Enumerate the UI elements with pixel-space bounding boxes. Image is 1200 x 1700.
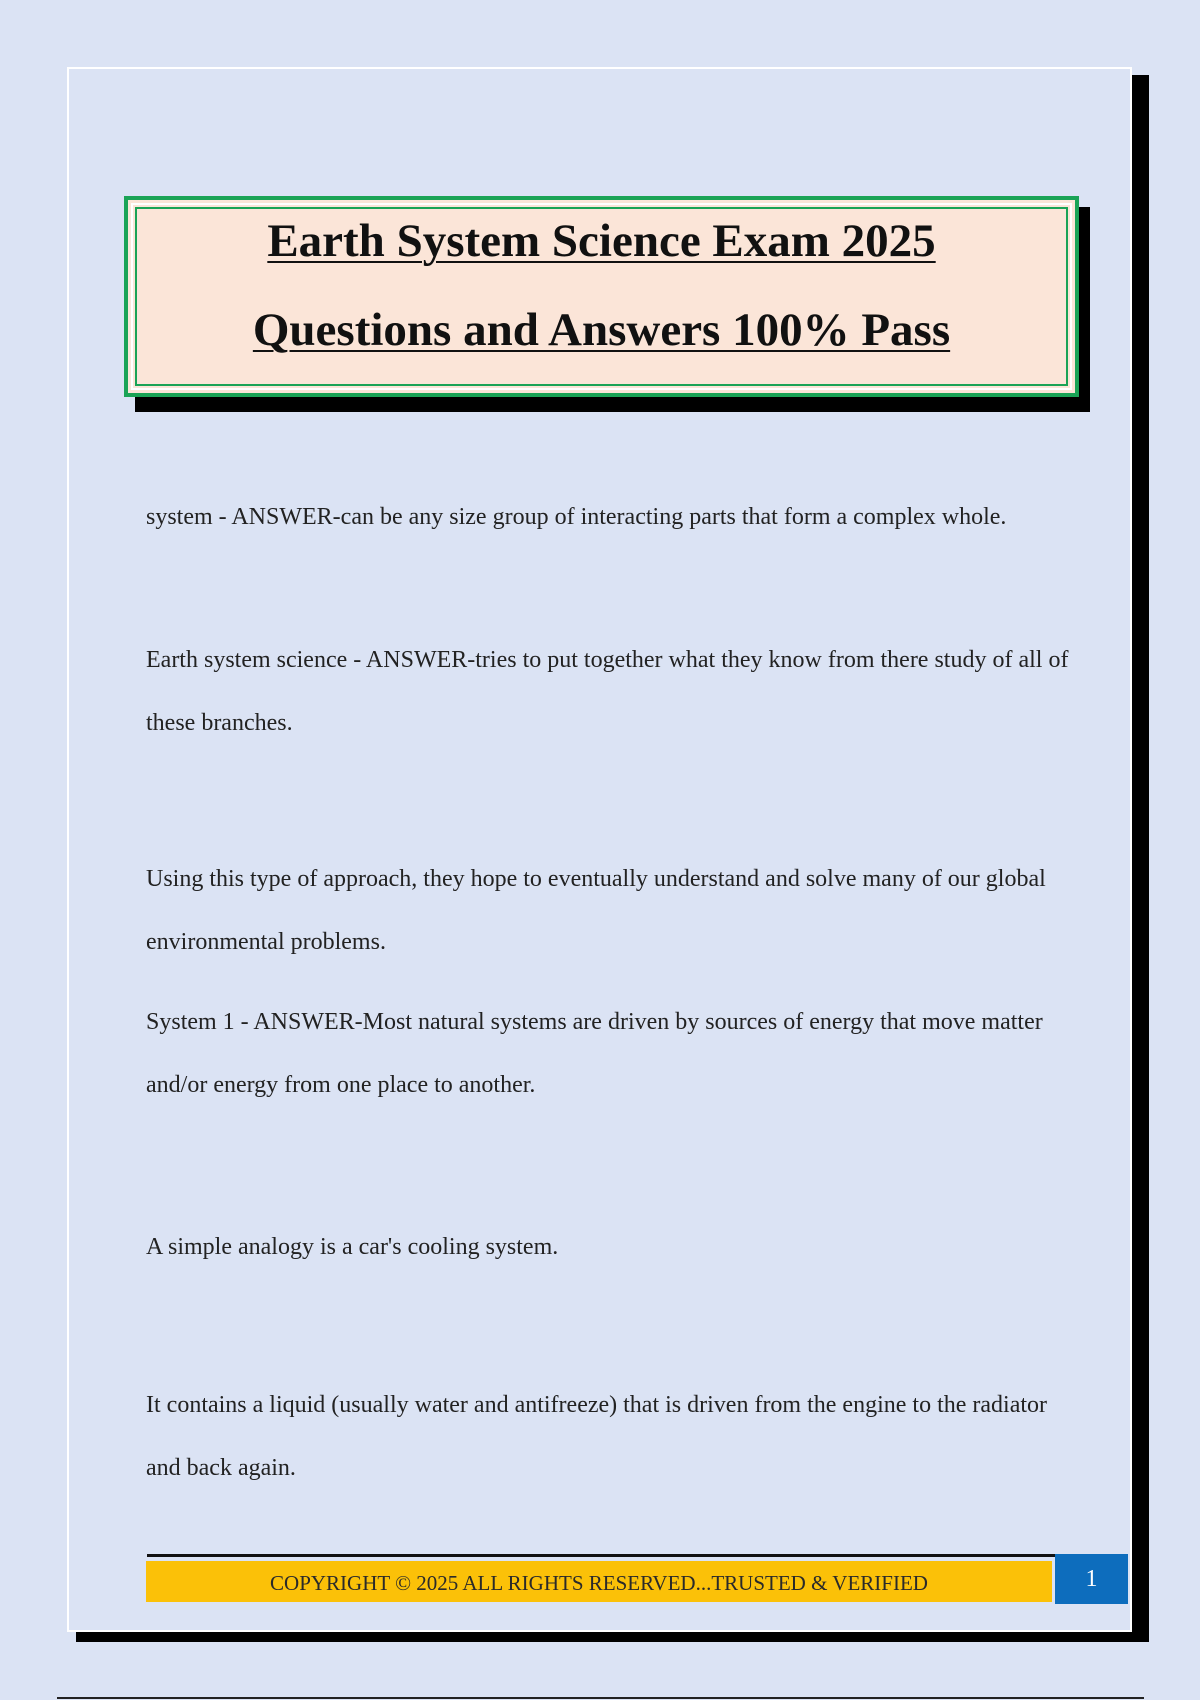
paragraph-text: system - ANSWER-can be any size group of interacting parts that form a complex whole. [146, 504, 1007, 530]
bottom-divider [57, 1697, 1144, 1699]
paragraph [146, 486, 1076, 549]
paragraph-text: Earth system science - ANSWER-tries to put together what they know from there study of all of these branches. [146, 647, 1069, 736]
document-title-line-1: Earth System Science Exam 2025 [267, 215, 936, 267]
paragraph [146, 991, 1076, 1117]
paragraph [146, 1374, 1076, 1500]
document-title-line-2: Questions and Answers 100% Pass [252, 304, 951, 356]
paragraph-text: System 1 - ANSWER-Most natural systems are driven by sources of energy that move matter and/or energy from one place to another. [146, 1009, 1043, 1098]
footer-rule [147, 1554, 1057, 1557]
title-box [124, 196, 1079, 397]
paragraph [146, 1216, 1076, 1279]
page-number: 1 [1055, 1554, 1128, 1604]
paragraph [146, 848, 1076, 974]
footer-copyright: COPYRIGHT © 2025 ALL RIGHTS RESERVED...TRUSTED & VERIFIED [146, 1561, 1052, 1602]
paragraph-text: It contains a liquid (usually water and antifreeze) that is driven from the engine to the radiator and back again. [146, 1392, 1048, 1481]
paragraph-text: Using this type of approach, they hope to eventually understand and solve many of our global environmental problems. [146, 866, 1046, 955]
paragraph [146, 629, 1076, 755]
paragraph-text: A simple analogy is a car's cooling system. [146, 1234, 559, 1260]
